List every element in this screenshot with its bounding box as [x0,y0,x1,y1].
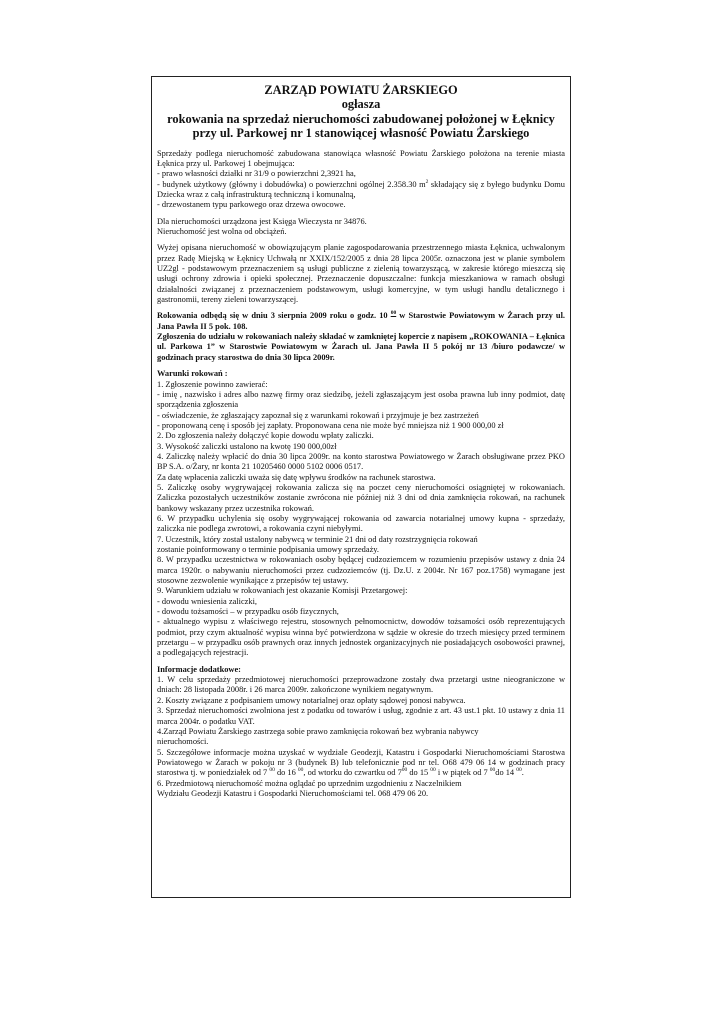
condition-subitem: - aktualnego wypisu z właściwego rejestru, stosownych pełnomocnictw, dowodów tożsamości osób reprezentujących podmiot, przy czym aktualność wypisu winna być potwierdzona w sądzie w okresie do trzech miesięcy przed terminem przetargu – w przypadku osób prawnych oraz innych jednostek organizacyjnych nie posiadających osobowości prawnej, a podlegających rejestracji. [157,617,565,658]
condition-subitem: - imię , nazwisko i adres albo nazwę firmy oraz siedzibę, jeżeli zgłaszającym jest osoba prawna lub inny podmiot, datę sporządzenia zgłoszenia [157,389,565,410]
heading-announces: ogłasza [341,97,381,112]
condition-subitem: - dowodu wniesienia zaliczki, [157,596,258,606]
condition-item: Za datę wpłacenia zaliczki uważa się datę wpływu środków na rachunek starostwa. [157,472,436,482]
announcement-heading [157,83,565,141]
announcement-frame [151,76,571,898]
condition-item: 8. W przypadku uczestnictwa w rokowaniach osoby będącej cudzoziemcem w rozumieniu przepisów ustawy z dnia 24 marca 1920r. o nabywaniu nieruchomości przez cudzoziemców (tj. Dz.U. z 2004r. Nr 167 poz.1758) wymagane jest stosowne zezwolenie wynikające z przepisów tej ustawy. [157,555,565,586]
additional-item: nieruchomości. [157,737,209,747]
condition-item: 6. W przypadku uchylenia się osoby wygrywającej rokowania od zawarcia notarialnej umowy kupna - sprzedaży, zaliczka nie podlega zwrotowi, a rokowania czyni niebyłymi. [157,513,565,534]
additional-item: 4.Zarząd Powiatu Żarskiego zastrzega sobie prawo zamknięcia rokowań bez wybrania nabywcy [157,726,479,736]
heading-authority: ZARZĄD POWIATU ŻARSKIEGO [264,83,458,97]
additional-info-title: Informacje dodatkowe: [157,664,241,674]
encumbrance-status: Nieruchomość jest wolna od obciążeń. [157,227,287,237]
additional-item: 2. Koszty związane z podpisaniem umowy notarialnej oraz opłaty sądowej ponosi nabywca. [157,695,466,705]
intro-text: Sprzedaży podlega nieruchomość zabudowana stanowiąca własność Powiatu Żarskiego położona na terenie miasta Łęknica przy ul. Parkowej 1 obejmująca: [157,148,565,168]
additional-item-office-hours: 5. Szczegółowe informacje można uzyskać w wydziale Geodezji, Katastru i Gospodarki Nieruchomościami Starostwa Powiatowego w Żarach w pokoju nr 3 (budynek B) lub telefonicznie pod nr tel. O68 479 06 14 w godzinach pracy starostwa tj. w poniedziałek od 7 $^{00}$ do 16 $^{00}$, od wtorku do czwartku od $7^{00}$ do 15 $^{00}$ i w piątek od 7 $^{00}$do 14 $^{00}$. [157,747,565,778]
condition-subitem: - proponowaną cenę i sposób jej zapłaty. Proponowana cena nie może być mniejsza niż 1 900 000,00 zł [157,420,504,430]
conditions-section [157,369,565,659]
additional-item: Wydziału Geodezji Katastru i Gospodarki Nieruchomościami tel. 068 479 06 20. [157,788,429,798]
zoning-plan-text: Wyżej opisana nieruchomość w obowiązującym planie zagospodarowania przestrzennego miasta Łęknica, uchwalonym przez Radę Miejską w Łęknicy Uchwałą nr XXIX/152/2005 z dnia 28 lipca 2005r. oznaczona jest w planie symbolem UZ2gl - podstawowym przeznaczeniem są usługi publiczne z zielenią towarzyszącą, w zakresie którego mieszczą się usługi ochrony zdrowia i opieki społecznej. Przeznaczenie dopuszczalne: funkcja mieszkaniowa w ramach obsługi działalności związanej z przeznaczeniem podstawowym, usługi komercyjne, w tym usługi handlu detalicznego i gastronomii, tereny zieleni towarzyszącej. [157,243,565,305]
condition-item: 3. Wysokość zaliczki ustalono na kwotę 190 000,00zł [157,441,337,451]
condition-item: 4. Zaliczkę należy wpłacić do dnia 30 lipca 2009r. na konto starostwa Powiatowego w Żarach obsługiwane przez PKO BP S.A. o/Żary, nr konta 21 10205460 0000 5102 0006 0517. [157,451,565,472]
land-register [157,217,565,238]
property-description [157,149,565,211]
condition-item: zostanie poinformowany o terminie podpisania umowy sprzedaży. [157,545,380,554]
intro-item-trees: - drzewostanem typu parkowego oraz drzewa owocowe. [157,200,346,210]
land-register-number: Dla nieruchomości urządzona jest Księga Wieczysta nr 34876. [157,216,367,226]
submission-instructions: Zgłoszenia do udziału w rokowaniach należy składać w zamkniętej kopercie z napisem „ROKOWANIA – Łęknica ul. Parkowa 1” w Starostwie Powiatowym w Żarach ul. Jana Pawła II 5 pokój nr 13 /biuro podawcze/ w godzinach pracy starostwa do dnia 30 lipca 2009r. [157,332,565,362]
negotiation-date: Rokowania odbędą się w dniu 3 sierpnia 2009 roku o godz. 10 $^{00}$ w Starostwie Powiatowym w Żarach przy ul. Jana Pawła II 5 pok. 108. [157,310,566,331]
negotiation-details [157,311,565,363]
condition-subitem: - dowodu tożsamości – w przypadku osób fizycznych, [157,607,339,617]
intro-item-building: - budynek użytkowy (główny i dobudówka) o powierzchni ogólnej 2.358.30 $m^2$ składający się z byłego budynku Domu Dziecka wraz z całą infrastrukturą techniczną i komunalną, [157,178,565,199]
condition-item: 9. Warunkiem udziału w rokowaniach jest okazanie Komisji Przetargowej: [157,586,408,596]
condition-item: 5. Zaliczkę osoby wygrywającej rokowania zalicza się na poczet ceny nieruchomości osiągniętej w rokowaniach. Zaliczka pozostałych uczestników zostanie zwrócona nie później niż 3 dni od dnia zamknięcia rokowań, na rachunek bankowy wskazany przez uczestnika rokowań. [157,482,565,513]
heading-subject-line2: przy ul. Parkowej nr 1 stanowiącej własność Powiatu Żarskiego [192,126,530,141]
additional-info-section [157,665,565,799]
conditions-title: Warunki rokowań : [157,369,228,379]
announcement-body [157,149,565,800]
heading-subject-line1: rokowania na sprzedaż nieruchomości zabudowanej położonej w Łęknicy [167,111,555,126]
condition-item: 1. Zgłoszenie powinno zawierać: [157,379,268,389]
additional-item: 6. Przedmiotową nieruchomość można oglądać po uprzednim uzgodnieniu z Naczelnikiem [157,778,462,788]
condition-subitem: - oświadczenie, że zgłaszający zapoznał się z warunkami rokowań i przyjmuje je bez zastrzeżeń [157,410,479,420]
additional-item: 3. Sprzedaż nieruchomości zwolniona jest z podatku od towarów i usług, zgodnie z art. 43 ust.1 pkt. 10 ustawy z dnia 11 marca 2004r. o podatku VAT. [157,706,565,726]
intro-item-plot: - prawo własności działki nr 31/9 o powierzchni 2,3921 ha, [157,169,356,179]
additional-item: 1. W celu sprzedaży przedmiotowej nieruchomości przeprowadzone zostały dwa przetargi ustne nieograniczone w dniach: 28 listopada 2008r. i 26 marca 2009r. zakończone wynikiem negatywnym. [157,675,565,695]
zoning-plan [157,243,565,305]
condition-item: 2. Do zgłoszenia należy dołączyć kopie dowodu wpłaty zaliczki. [157,431,374,441]
condition-item: 7. Uczestnik, który został ustalony nabywcą w terminie 21 dni od daty rozstrzygnięcia rokowań [157,534,478,544]
